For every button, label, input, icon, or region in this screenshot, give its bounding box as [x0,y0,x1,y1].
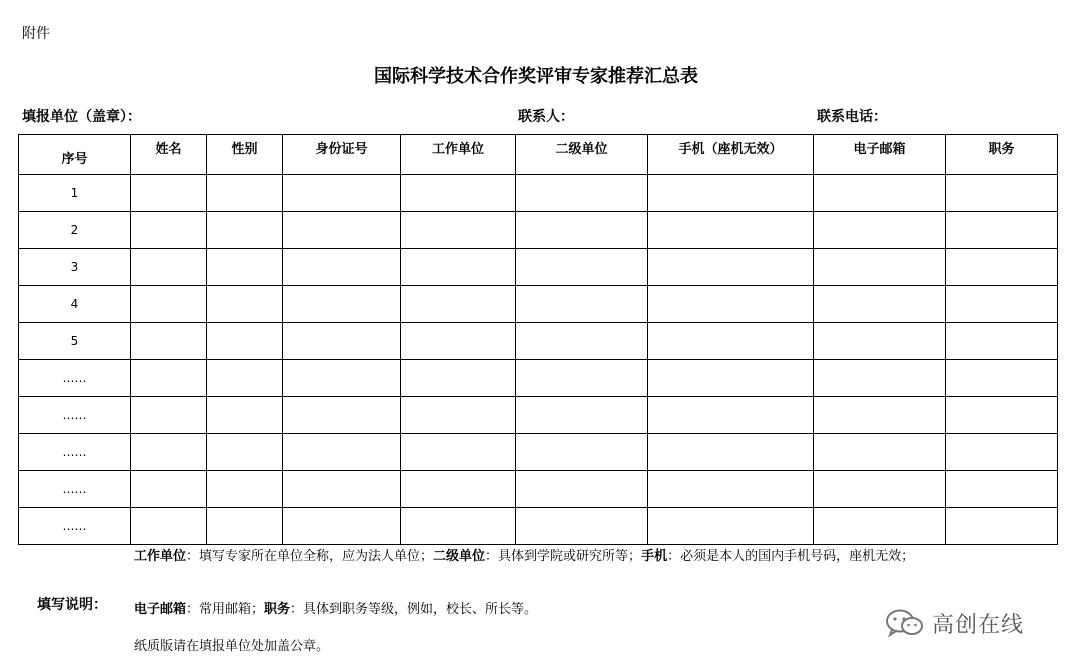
empty-cell [283,471,401,508]
empty-cell [207,360,283,397]
unit-label: 填报单位（盖章）： [22,109,141,125]
row-seq-cell: …… [19,360,131,397]
empty-cell [648,286,814,323]
row-seq-cell: 2 [19,212,131,249]
empty-cell [814,212,946,249]
empty-cell [283,397,401,434]
empty-cell [814,508,946,545]
note-work-unit-key: 工作单位 [134,549,187,564]
empty-cell [648,360,814,397]
empty-cell [283,175,401,212]
col-header-mobile: 手机（座机无效） [648,135,814,175]
row-seq-cell: 1 [19,175,131,212]
empty-cell [207,212,283,249]
empty-cell [648,471,814,508]
empty-cell [814,360,946,397]
empty-cell [131,212,207,249]
empty-cell [401,471,516,508]
table-row [19,434,1058,471]
table-row [19,508,1058,545]
row-seq-cell: …… [19,434,131,471]
note-mobile-text: ：必须是本人的国内手机号码，座机无效； [667,549,915,564]
empty-cell [401,212,516,249]
empty-cell [648,397,814,434]
empty-cell [814,397,946,434]
empty-cell [516,323,648,360]
empty-cell [946,212,1058,249]
note-sub-unit-key: 二级单位 [433,549,486,564]
col-header-gender: 性别 [207,135,283,175]
empty-cell [946,360,1058,397]
attachment-label: 附件 [22,26,50,42]
empty-cell [401,286,516,323]
empty-cell [131,434,207,471]
empty-cell [516,286,648,323]
table-row [19,397,1058,434]
empty-cell [648,212,814,249]
table-row [19,249,1058,286]
empty-cell [401,323,516,360]
col-header-seq: 序号 [19,135,131,175]
note-email-text: ：常用邮箱； [186,602,265,617]
table-header-row [19,135,1058,175]
empty-cell [283,434,401,471]
empty-cell [207,175,283,212]
table-row [19,471,1058,508]
notes-label: 填写说明： [37,597,107,613]
col-header-sub-unit: 二级单位 [516,135,648,175]
empty-cell [946,508,1058,545]
phone-label: 联系电话： [817,109,887,125]
empty-cell [207,508,283,545]
note-title-key: 职务 [264,602,291,617]
empty-cell [207,249,283,286]
empty-cell [207,323,283,360]
empty-cell [131,397,207,434]
empty-cell [131,175,207,212]
empty-cell [283,286,401,323]
empty-cell [814,175,946,212]
empty-cell [946,434,1058,471]
empty-cell [946,323,1058,360]
empty-cell [207,434,283,471]
empty-cell [401,434,516,471]
empty-cell [207,397,283,434]
empty-cell [283,323,401,360]
empty-cell [401,508,516,545]
empty-cell [131,286,207,323]
empty-cell [207,286,283,323]
row-seq-cell: 5 [19,323,131,360]
empty-cell [648,323,814,360]
row-seq-cell: …… [19,508,131,545]
note-line-1 [134,547,1049,566]
empty-cell [131,508,207,545]
note-title-text: ：具体到职务等级，例如，校长、所长等。 [290,602,538,617]
empty-cell [131,323,207,360]
empty-cell [283,249,401,286]
empty-cell [516,175,648,212]
empty-cell [516,360,648,397]
table-row [19,212,1058,249]
empty-cell [516,434,648,471]
empty-cell [648,508,814,545]
empty-cell [814,471,946,508]
row-seq-cell: …… [19,397,131,434]
col-header-email: 电子邮箱 [814,135,946,175]
empty-cell [946,175,1058,212]
empty-cell [946,286,1058,323]
empty-cell [401,360,516,397]
row-seq-cell: 3 [19,249,131,286]
wechat-icon [884,608,926,638]
table-row [19,323,1058,360]
empty-cell [946,397,1058,434]
empty-cell [814,249,946,286]
col-header-name: 姓名 [131,135,207,175]
empty-cell [131,360,207,397]
empty-cell [648,249,814,286]
table-row [19,360,1058,397]
col-header-position: 职务 [946,135,1058,175]
empty-cell [131,249,207,286]
empty-cell [516,212,648,249]
empty-cell [401,249,516,286]
row-seq-cell: 4 [19,286,131,323]
note-email-key: 电子邮箱 [134,602,187,617]
col-header-work-unit: 工作单位 [401,135,516,175]
watermark [884,608,1024,638]
empty-cell [283,360,401,397]
row-seq-cell: …… [19,471,131,508]
empty-cell [516,471,648,508]
empty-cell [401,175,516,212]
empty-cell [283,212,401,249]
expert-table [18,134,1058,545]
note-sub-unit-text: ：具体到学院或研究所等； [485,549,642,564]
empty-cell [946,471,1058,508]
note-work-unit-text: ：填写专家所在单位全称，应为法人单位； [186,549,434,564]
note-mobile-key: 手机 [641,549,668,564]
empty-cell [648,434,814,471]
note-line-3: 纸质版请在填报单位处加盖公章。 [134,639,330,654]
col-header-id-number: 身份证号 [283,135,401,175]
empty-cell [946,249,1058,286]
empty-cell [516,397,648,434]
watermark-text: 高创在线 [932,612,1025,638]
table-row [19,175,1058,212]
empty-cell [648,175,814,212]
empty-cell [207,471,283,508]
empty-cell [516,508,648,545]
empty-cell [283,508,401,545]
empty-cell [131,471,207,508]
table-row [19,286,1058,323]
contact-label: 联系人： [518,109,574,125]
empty-cell [814,434,946,471]
empty-cell [814,323,946,360]
page-title: 国际科学技术合作奖评审专家推荐汇总表 [374,66,698,87]
empty-cell [401,397,516,434]
empty-cell [516,249,648,286]
empty-cell [814,286,946,323]
